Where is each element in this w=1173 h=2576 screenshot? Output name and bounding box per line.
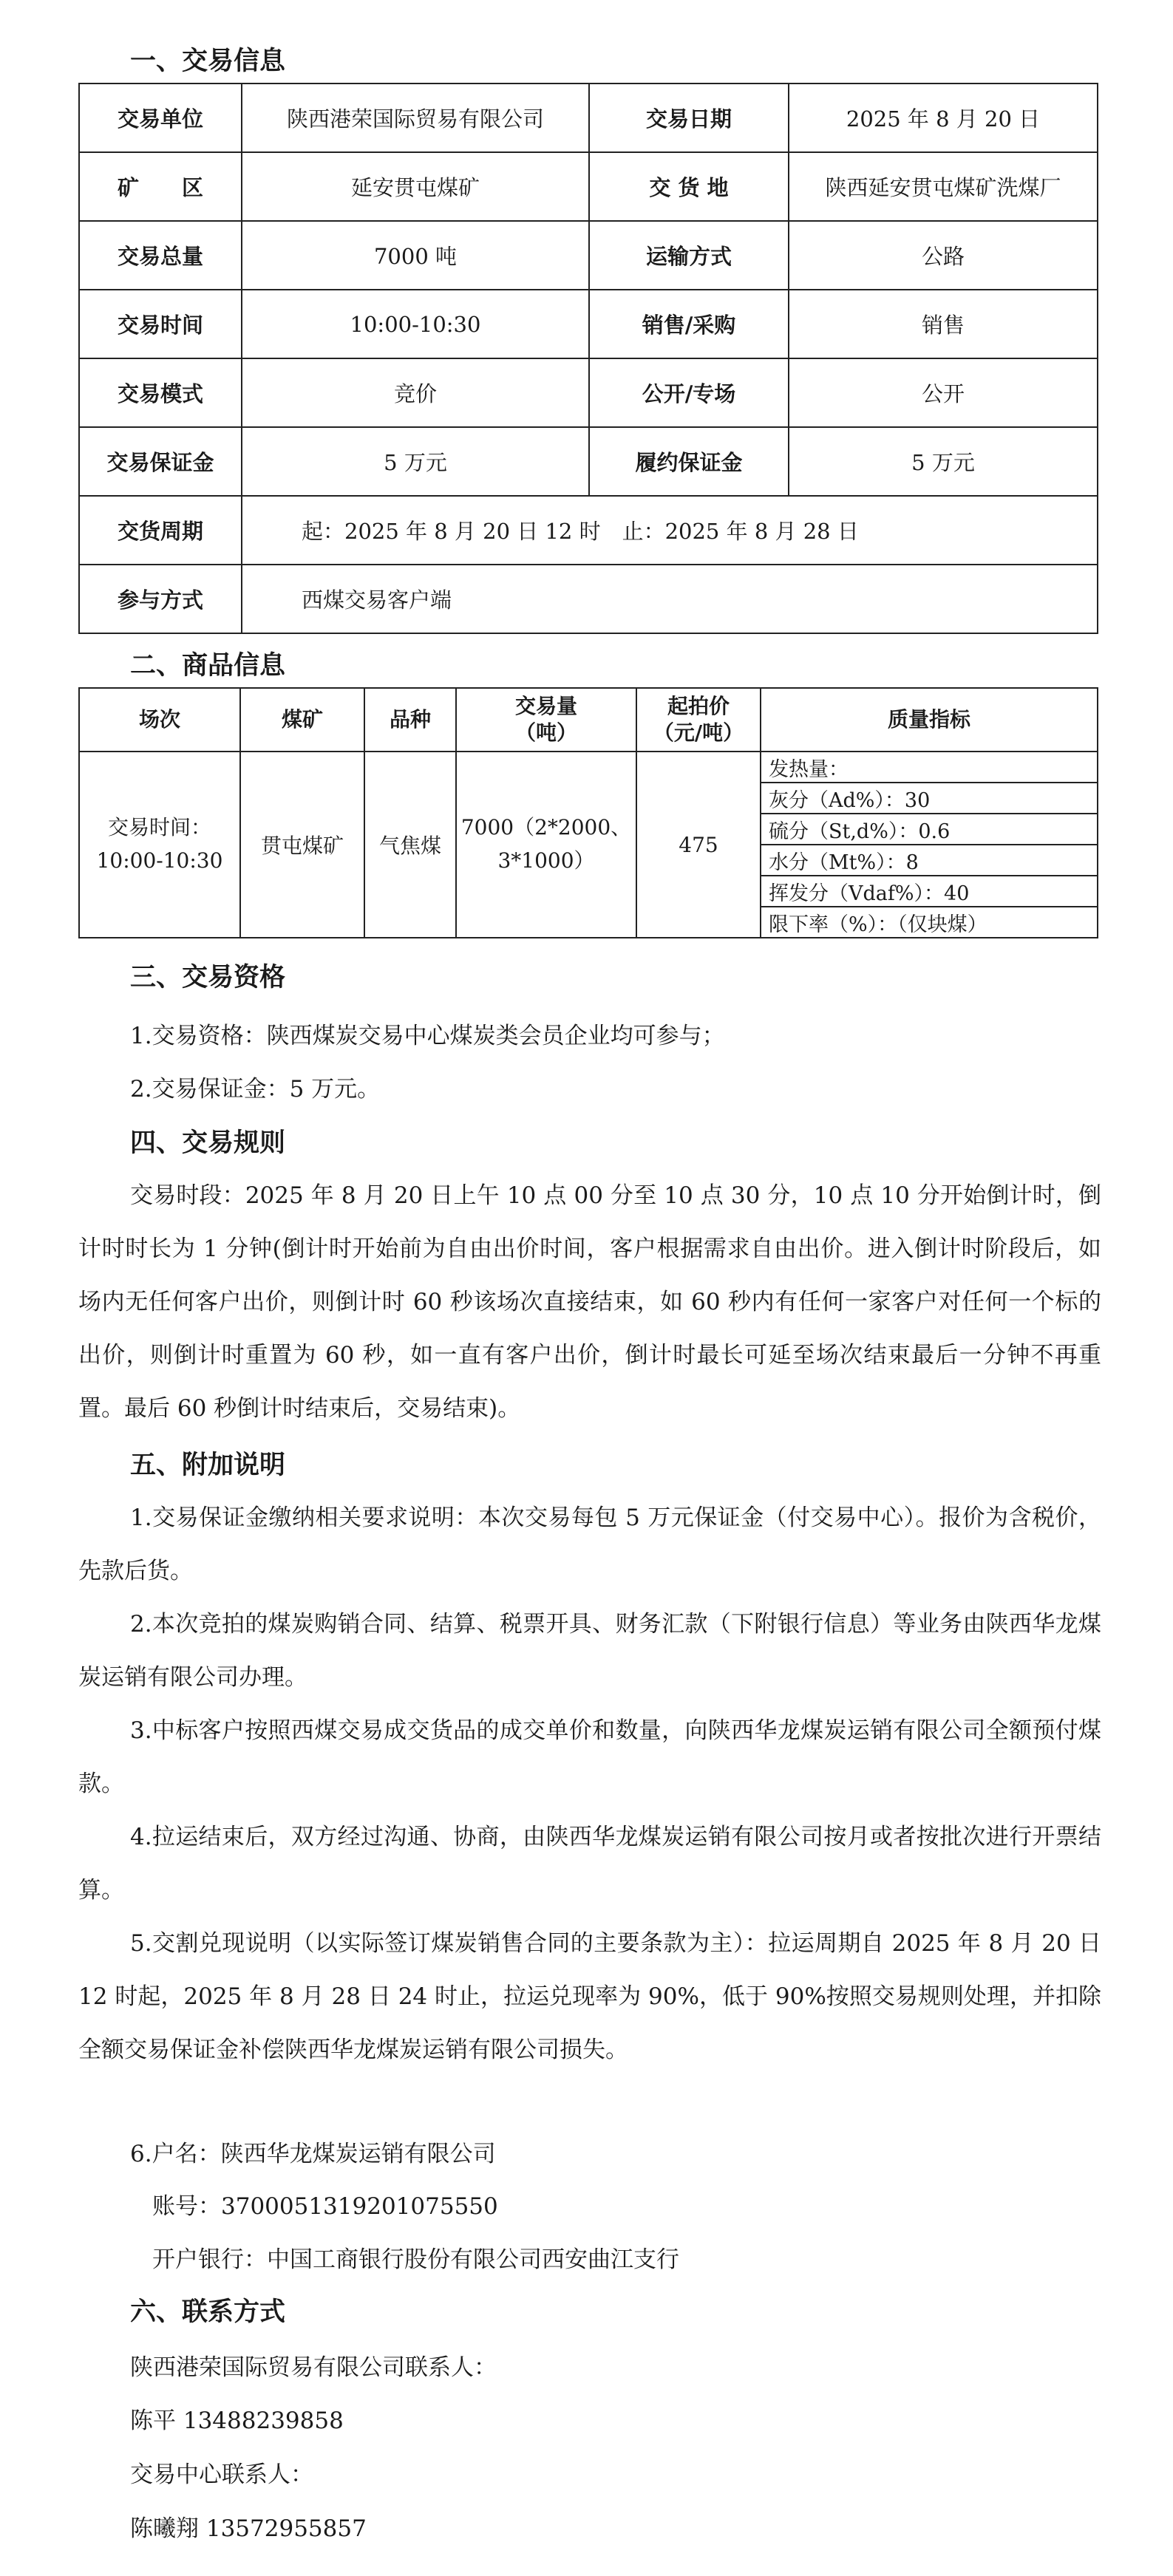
value-performance-deposit: 5 万元	[789, 427, 1098, 496]
rules-paragraph: 交易时段：2025 年 8 月 20 日上午 10 点 00 分至 10 点 30 分，10 点 10 分开始倒计时，倒计时时长为 1 分钟(倒计时开始前为自由出价时间，客户根据需求自由出价。进入倒计时阶段后，如场内无任何客户出价，则倒计时 60 秒该场次直接结束，如 60 秒内有任何一家客户对任何一个标的出价，则倒计时重置为 60 秒，如一直有客户出价，倒计时最长可延至场次结束最后一分钟不再重置。最后 60 秒倒计时结束后，交易结束)。	[78, 1182, 1101, 1422]
value-delivery-place: 陕西延安贯屯煤矿洗煤厂	[789, 152, 1098, 221]
header-session: 场次	[79, 688, 240, 752]
note-1: 1.交易保证金缴纳相关要求说明：本次交易每包 5 万元保证金（付交易中心）。报价为含税价，先款后货。	[78, 1505, 1101, 1584]
label-sale-purchase: 销售/采购	[589, 290, 789, 358]
value-trade-date: 2025 年 8 月 20 日	[789, 84, 1098, 152]
note-2: 2.本次竞拍的煤炭购销合同、结算、税票开具、财务汇款（下附银行信息）等业务由陕西华龙煤炭运销有限公司办理。	[78, 1611, 1101, 1691]
goods-table	[78, 687, 1098, 938]
section-heading-contacts: 六、联系方式	[130, 2297, 286, 2327]
cell-session-line1: 交易时间：	[107, 815, 211, 840]
header-quantity-line2: （吨）	[514, 720, 577, 745]
cell-variety: 气焦煤	[364, 752, 456, 938]
note-5: 5.交割兑现说明（以实际签订煤炭销售合同的主要条款为主）：拉运周期自 2025 年 8 月 20 日 12 时起，2025 年 8 月 28 日 24 时止，拉运兑现率为 90%，低于 90%按照交易规则处理，并扣除全额交易保证金补偿陕西华龙煤炭运销有限公司损失。	[78, 1930, 1101, 2063]
section-heading-goods: 二、商品信息	[130, 651, 286, 681]
note-6-account-name: 6.户名：陕西华龙煤炭运销有限公司	[130, 2141, 496, 2167]
note-account-number: 账号：3700051319201075550	[152, 2193, 498, 2220]
section-heading-trade-info: 一、交易信息	[130, 47, 286, 76]
quality-item: 水分（Mt%）：8	[761, 845, 1098, 876]
value-trade-mode: 竞价	[242, 358, 589, 427]
trade-info-table	[78, 83, 1098, 634]
cell-session-line2: 10:00-10:30	[96, 848, 223, 873]
label-total-volume: 交易总量	[79, 221, 242, 290]
label-trade-unit: 交易单位	[79, 84, 242, 152]
value-delivery-period: 起：2025 年 8 月 20 日 12 时 止：2025 年 8 月 28 日	[242, 496, 1098, 565]
label-delivery-period: 交货周期	[79, 496, 242, 565]
cell-quantity-line1: 7000（2*2000、	[460, 815, 632, 840]
label-trade-time: 交易时间	[79, 290, 242, 358]
label-trade-deposit: 交易保证金	[79, 427, 242, 496]
header-start-price-line1: 起拍价	[667, 693, 730, 718]
label-performance-deposit: 履约保证金	[589, 427, 789, 496]
quality-item: 灰分（Ad%）：30	[761, 783, 1098, 814]
quality-item: 挥发分（Vdaf%）：40	[761, 876, 1098, 907]
quality-item: 硫分（St,d%）：0.6	[761, 814, 1098, 845]
value-total-volume: 7000 吨	[242, 221, 589, 290]
label-participation-method: 参与方式	[79, 565, 242, 633]
value-trade-deposit: 5 万元	[242, 427, 589, 496]
cell-start-price: 475	[636, 752, 761, 938]
value-mine: 延安贯屯煤矿	[242, 152, 589, 221]
header-quantity-line1: 交易量	[514, 693, 577, 718]
value-open-special: 公开	[789, 358, 1098, 427]
label-trade-mode: 交易模式	[79, 358, 242, 427]
value-participation-method: 西煤交易客户端	[242, 565, 1098, 633]
header-mine: 煤矿	[240, 688, 364, 752]
qualification-item-1: 1.交易资格：陕西煤炭交易中心煤炭类会员企业均可参与；	[130, 1023, 725, 1049]
note-4: 4.拉运结束后，双方经过沟通、协商，由陕西华龙煤炭运销有限公司按月或者按批次进行开票结算。	[78, 1824, 1101, 1904]
cell-mine: 贯屯煤矿	[240, 752, 364, 938]
value-trade-time: 10:00-10:30	[242, 290, 589, 358]
quality-item: 发热量：	[761, 752, 1098, 783]
qualification-item-2: 2.交易保证金：5 万元。	[130, 1076, 381, 1103]
label-mine: 矿 区	[79, 152, 242, 221]
contact-2-label: 交易中心联系人：	[130, 2461, 313, 2488]
cell-quantity-line2: 3*1000）	[497, 848, 595, 873]
quality-item: 限下率（%）：（仅块煤）	[761, 907, 1098, 938]
label-open-special: 公开/专场	[589, 358, 789, 427]
header-quality: 质量指标	[761, 688, 1098, 752]
note-3: 3.中标客户按照西煤交易成交货品的成交单价和数量，向陕西华龙煤炭运销有限公司全额预付煤款。	[78, 1717, 1101, 1797]
value-transport: 公路	[789, 221, 1098, 290]
contact-1-label: 陕西港荣国际贸易有限公司联系人：	[130, 2354, 497, 2381]
header-start-price-line2: （元/吨）	[653, 720, 744, 745]
cell-session	[79, 752, 240, 938]
header-variety: 品种	[364, 688, 456, 752]
note-bank: 开户银行：中国工商银行股份有限公司西安曲江支行	[152, 2246, 679, 2273]
label-delivery-place: 交 货 地	[589, 152, 789, 221]
label-transport: 运输方式	[589, 221, 789, 290]
header-quantity	[456, 688, 636, 752]
section-heading-notes: 五、附加说明	[130, 1451, 286, 1480]
contact-1: 陈平 13488239858	[130, 2408, 344, 2434]
value-trade-unit: 陕西港荣国际贸易有限公司	[242, 84, 589, 152]
label-trade-date: 交易日期	[589, 84, 789, 152]
section-heading-rules: 四、交易规则	[130, 1128, 286, 1158]
cell-quantity	[456, 752, 636, 938]
value-sale-purchase: 销售	[789, 290, 1098, 358]
header-start-price	[636, 688, 761, 752]
section-heading-qualification: 三、交易资格	[130, 963, 286, 992]
contact-2: 陈曦翔 13572955857	[130, 2515, 367, 2542]
